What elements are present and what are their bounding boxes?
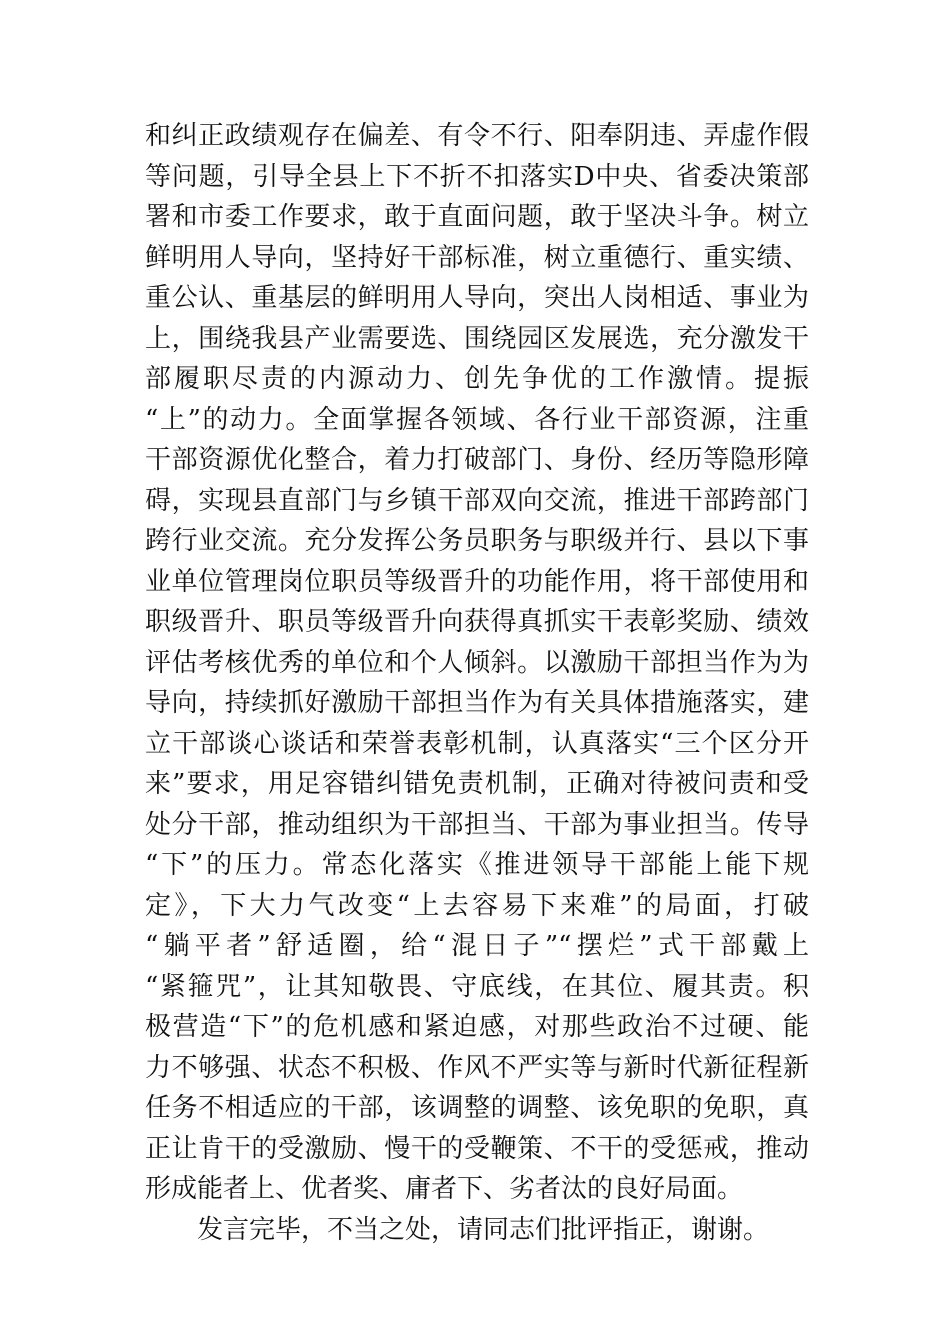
text-line: 处分干部，推动组织为干部担当、干部为事业担当。传导 <box>145 809 809 840</box>
text-line: 导向，持续抓好激励干部担当作为有关具体措施落实，建 <box>145 688 809 718</box>
text-line: “紧箍咒”，让其知敬畏、守底线，在其位、履其责。积 <box>145 971 809 1002</box>
text-line: 等问题，引导全县上下不折不扣落实D中央、省委决策部 <box>145 161 809 192</box>
text-line: 跨行业交流。充分发挥公务员职务与职级并行、县以下事 <box>145 526 809 556</box>
body-text <box>145 116 809 1250</box>
text-line: “上”的动力。全面掌握各领域、各行业干部资源，注重 <box>145 404 809 435</box>
text-line: 评估考核优秀的单位和个人倾斜。以激励干部担当作为为 <box>145 647 809 678</box>
text-line: 碍，实现县直部门与乡镇干部双向交流，推进干部跨部门 <box>145 485 809 516</box>
text-line: 业单位管理岗位职员等级晋升的功能作用，将干部使用和 <box>145 566 809 597</box>
text-line: 定》，下大力气改变“上去容易下来难”的局面，打破 <box>145 890 809 921</box>
text-line: 力不够强、状态不积极、作风不严实等与新时代新征程新 <box>145 1052 809 1083</box>
text-line: 正让肯干的受激励、慢干的受鞭策、不干的受惩戒，推动 <box>145 1133 809 1164</box>
text-line: 重公认、重基层的鲜明用人导向，突出人岗相适、事业为 <box>145 283 809 313</box>
text-line: 鲜明用人导向，坚持好干部标准，树立重德行、重实绩、 <box>145 242 809 273</box>
text-line: 和纠正政绩观存在偏差、有令不行、阳奉阴违、弄虚作假 <box>145 121 809 151</box>
text-line: “躺平者”舒适圈，给“混日子”“摆烂”式干部戴上 <box>145 931 809 961</box>
text-line: 立干部谈心谈话和荣誉表彰机制，认真落实“三个区分开 <box>145 728 809 759</box>
text-line: 干部资源优化整合，着力打破部门、身份、经历等隐形障 <box>145 445 809 475</box>
text-line: 部履职尽责的内源动力、创先争优的工作激情。提振 <box>145 364 809 394</box>
text-line: 署和市委工作要求，敢于直面问题，敢于坚决斗争。树立 <box>145 202 809 232</box>
text-line: 职级晋升、职员等级晋升向获得真抓实干表彰奖励、绩效 <box>145 607 809 637</box>
closing-paragraph: 发言完毕，不当之处，请同志们批评指正，谢谢。 <box>197 1214 770 1245</box>
text-line: “下”的压力。常态化落实《推进领导干部能上能下规 <box>145 850 809 880</box>
text-line: 来”要求，用足容错纠错免责机制，正确对待被问责和受 <box>145 769 809 799</box>
text-line: 上，围绕我县产业需要选、围绕园区发展选，充分激发干 <box>145 323 809 354</box>
text-line: 任务不相适应的干部，该调整的调整、该免职的免职，真 <box>145 1093 809 1123</box>
text-line: 极营造“下”的危机感和紧迫感，对那些政治不过硬、能 <box>145 1012 809 1042</box>
text-line: 形成能者上、优者奖、庸者下、劣者汰的良好局面。 <box>145 1174 744 1204</box>
